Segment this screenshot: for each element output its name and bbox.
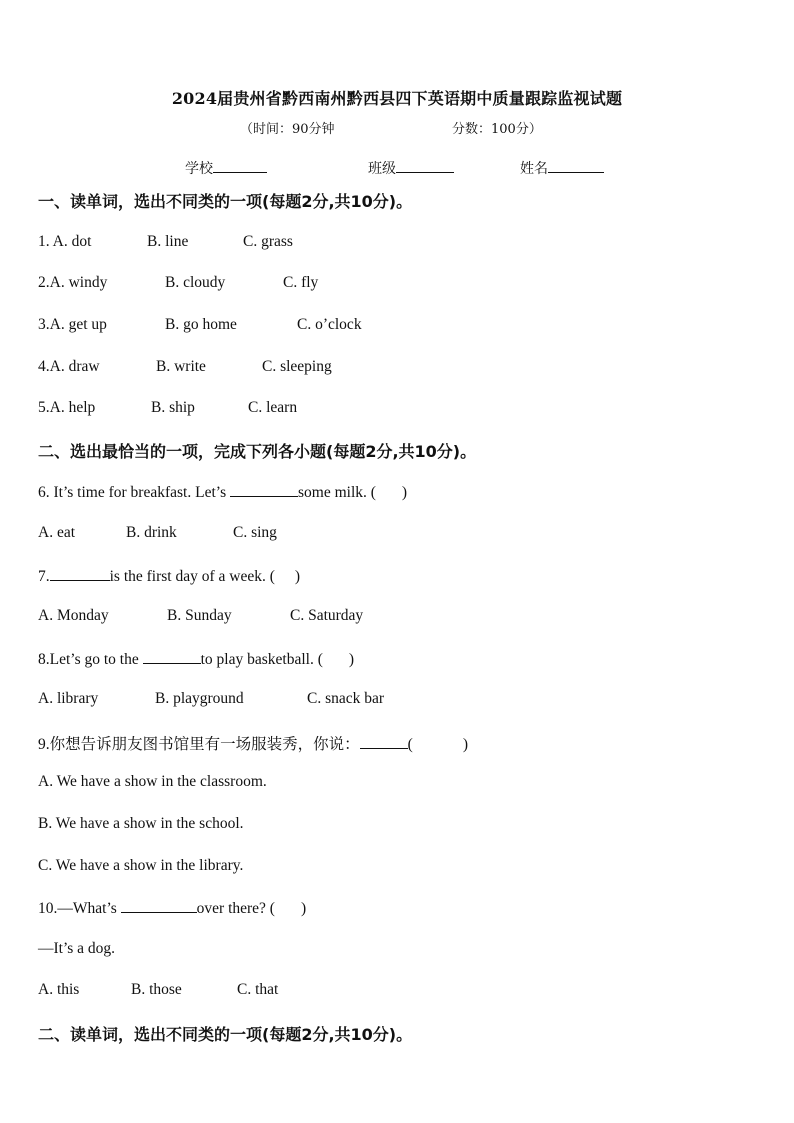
- question-7: [38, 566, 300, 586]
- q7-paren-close: ): [294, 568, 301, 585]
- q1-option-c: C. grass: [243, 233, 293, 250]
- q9-paren-close: ): [462, 736, 468, 753]
- q5-number: 5.: [38, 399, 50, 416]
- q8-answer-blank[interactable]: [143, 649, 201, 664]
- exam-time: （时间：90分钟: [240, 122, 335, 137]
- question-4: [38, 358, 100, 376]
- q9-paren-open: (: [407, 736, 413, 753]
- q4-option-b: B. write: [156, 358, 206, 375]
- q8-option-a: A. library: [38, 690, 99, 707]
- q10-option-a: A. this: [38, 981, 80, 998]
- q9-answer-blank[interactable]: [360, 734, 408, 749]
- q6-option-c: C. sing: [233, 524, 277, 541]
- section2-heading: 二、选出最恰当的一项，完成下列各小题(每题2分,共10分)。: [38, 442, 477, 461]
- section1-heading: 一、读单词，选出不同类的一项(每题2分,共10分)。: [38, 192, 413, 211]
- q9-option-b: B. We have a show in the school.: [38, 815, 244, 832]
- q9-option-c: C. We have a show in the library.: [38, 857, 244, 874]
- q8-stem-end: to play basketball. (: [200, 651, 323, 668]
- class-blank[interactable]: [396, 158, 454, 173]
- question-1: [38, 233, 91, 251]
- q10-option-b: B. those: [131, 981, 182, 998]
- name-field: [520, 158, 604, 178]
- q7-stem-start: 7.: [38, 568, 50, 585]
- q7-answer-blank[interactable]: [50, 566, 110, 581]
- q6-option-b: B. drink: [126, 524, 177, 541]
- q9-option-a: A. We have a show in the classroom.: [38, 773, 267, 790]
- q6-stem-end: some milk. (: [297, 484, 376, 501]
- q6-option-a: A. eat: [38, 524, 76, 541]
- page-title: 2024届贵州省黔西南州黔西县四下英语期中质量跟踪监视试题: [171, 89, 623, 108]
- name-blank[interactable]: [548, 158, 604, 173]
- q1-option-b: B. line: [147, 233, 189, 250]
- school-label: 学校: [185, 161, 213, 177]
- q10-reply: —It’s a dog.: [38, 940, 116, 957]
- school-field: [185, 158, 267, 178]
- name-label: 姓名: [520, 161, 548, 177]
- q5-option-a: A. help: [49, 399, 96, 416]
- q3-option-b: B. go home: [165, 316, 237, 333]
- q5-option-b: B. ship: [151, 399, 195, 416]
- q5-option-c: C. learn: [248, 399, 298, 416]
- class-field: [368, 158, 454, 178]
- q9-stem: 9.你想告诉朋友图书馆里有一场服装秀，你说：: [38, 736, 360, 753]
- question-5: [38, 399, 95, 417]
- q10-stem-end: over there? (: [196, 900, 275, 917]
- q4-option-c: C. sleeping: [262, 358, 332, 375]
- q2-option-c: C. fly: [283, 274, 319, 291]
- q7-stem-end: is the first day of a week. (: [109, 568, 275, 585]
- q7-option-a: A. Monday: [38, 607, 109, 624]
- q8-paren-close: ): [348, 651, 355, 668]
- q3-number: 3.: [38, 316, 50, 333]
- q2-number: 2.: [38, 274, 50, 291]
- q3-option-c: C. o’clock: [297, 316, 362, 333]
- q2-option-a: A. windy: [49, 274, 108, 291]
- school-blank[interactable]: [213, 158, 267, 173]
- q7-option-c: C. Saturday: [290, 607, 364, 624]
- q6-stem-start: 6. It’s time for breakfast. Let’s: [38, 484, 230, 501]
- q10-paren-close: ): [300, 900, 307, 917]
- question-2: [38, 274, 107, 292]
- question-6: [38, 482, 407, 502]
- question-3: [38, 316, 107, 334]
- class-label: 班级: [368, 161, 396, 177]
- q1-number: 1.: [38, 233, 53, 250]
- q4-number: 4.: [38, 358, 50, 375]
- q8-option-c: C. snack bar: [307, 690, 385, 707]
- section3-heading: 二、读单词，选出不同类的一项(每题2分,共10分)。: [38, 1025, 413, 1044]
- q4-option-a: A. draw: [49, 358, 100, 375]
- q1-option-a: A. dot: [52, 233, 92, 250]
- q10-answer-blank[interactable]: [121, 898, 197, 913]
- q7-option-b: B. Sunday: [167, 607, 232, 624]
- q6-paren-close: ): [401, 484, 408, 501]
- exam-score: 分数：100分）: [452, 122, 542, 137]
- q2-option-b: B. cloudy: [165, 274, 226, 291]
- q3-option-a: A. get up: [49, 316, 107, 333]
- q8-stem-start: 8.Let’s go to the: [38, 651, 143, 668]
- q8-option-b: B. playground: [155, 690, 244, 707]
- question-10: [38, 898, 306, 918]
- q10-stem-start: 10.—What’s: [38, 900, 121, 917]
- question-8: [38, 649, 354, 669]
- q10-option-c: C. that: [237, 981, 279, 998]
- question-9: [38, 732, 468, 754]
- q6-answer-blank[interactable]: [230, 482, 298, 497]
